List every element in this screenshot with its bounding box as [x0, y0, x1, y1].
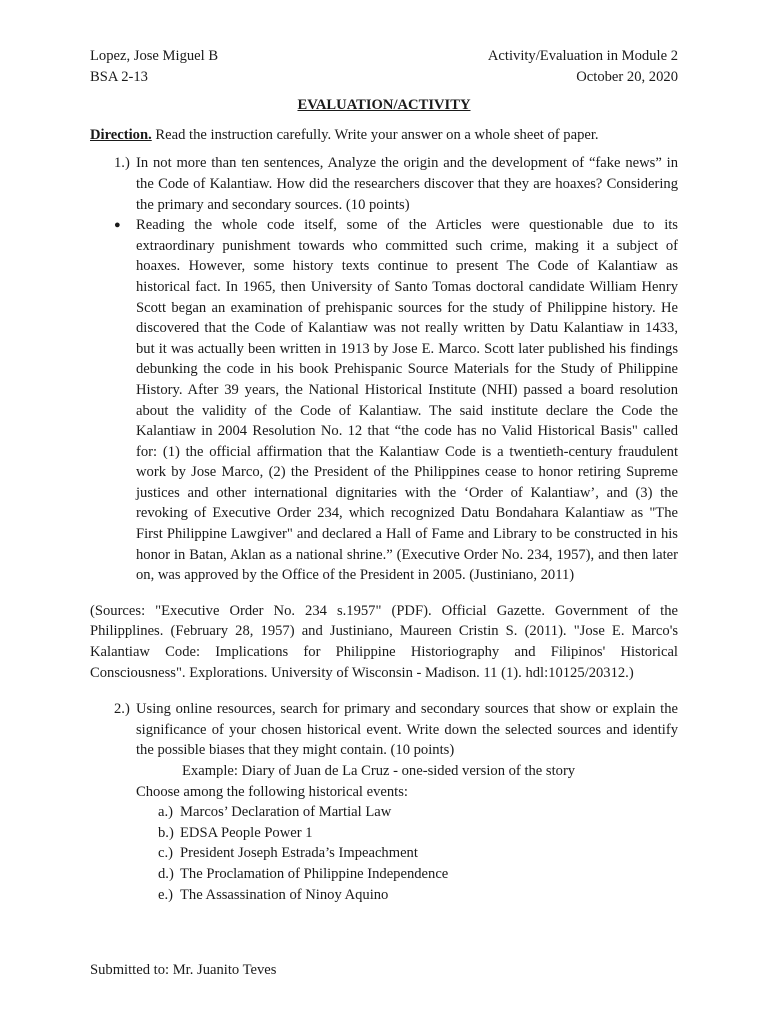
question-2-text: Using online resources, search for primary and secondary sources that show or explain the significance of your chosen historical event. Write down the selected sources and identify the possible biases that they might contain. (10 points): [136, 701, 678, 759]
answer-1: [114, 215, 678, 586]
document-title: EVALUATION/ACTIVITY: [297, 97, 471, 114]
question-2: [114, 699, 678, 761]
question-1-text: In not more than ten sentences, Analyze the origin and the development of “fake news” in the Code of Kalantiaw. How did the researchers discover that they are hoaxes? Considering the primary and secondary sources. (10 points): [136, 155, 678, 213]
question-1: [114, 153, 678, 215]
document-date: October 20, 2020: [576, 68, 678, 85]
question-2-choose: Choose among the following historical events:: [136, 783, 408, 800]
list-item: [158, 802, 678, 823]
question-2-example: Example: Diary of Juan de La Cruz - one-sided version of the story: [182, 763, 576, 779]
event-options-list: [90, 802, 678, 905]
direction-label: Direction.: [90, 126, 152, 143]
option-text: The Assassination of Ninoy Aquino: [180, 886, 389, 903]
option-letter: a.): [158, 804, 173, 821]
option-text: Marcos’ Declaration of Martial Law: [180, 804, 392, 821]
option-letter: e.): [158, 886, 173, 903]
document-page: [90, 46, 678, 905]
option-text: The Proclamation of Philippine Independence: [180, 865, 449, 882]
header-row-1: [90, 46, 678, 67]
option-letter: c.): [158, 845, 173, 862]
bullet-icon: ●: [114, 219, 121, 232]
student-section: BSA 2-13: [90, 68, 148, 85]
sources-paragraph: (Sources: "Executive Order No. 234 s.1957" (PDF). Official Gazette. Government of the Philipplines. (February 28, 1957) and Justiniano, Maureen Cristin S. (2011). "Jose E. Marco's Kalantiaw Code: Implications for Philippine Historiography and Filipinos' Historical Consciousness". Explorations. University of Wisconsin - Madison. 11 (1). hdl:10125/20312.): [90, 602, 678, 681]
option-letter: b.): [158, 824, 174, 841]
option-text: EDSA People Power 1: [180, 824, 313, 841]
question-2-number: 2.): [114, 701, 130, 718]
option-letter: d.): [158, 865, 174, 882]
option-text: President Joseph Estrada’s Impeachment: [180, 845, 418, 862]
list-item: [158, 823, 678, 844]
list-item: [158, 864, 678, 885]
question-1-number: 1.): [114, 155, 130, 172]
direction-text: Read the instruction carefully. Write your answer on a whole sheet of paper.: [151, 126, 599, 143]
list-item: [158, 843, 678, 864]
direction-paragraph: [90, 125, 678, 146]
header-row-2: [90, 67, 678, 88]
list-item: [158, 885, 678, 906]
activity-name: Activity/Evaluation in Module 2: [487, 48, 678, 64]
submitted-to: Submitted to: Mr. Juanito Teves: [90, 962, 277, 978]
student-name: Lopez, Jose Miguel B: [90, 48, 219, 64]
answer-1-text: Reading the whole code itself, some of the Articles were questionable due to its extraordinary punishment towards who committed such crime, making it a subject of hoaxes. However, some history texts continue to present The Code of Kalantiaw as historical fact. In 1965, then University of Santo Tomas doctoral candidate William Henry Scott began an examination of prehispanic sources for the study of Philippine history. He discovered that the Code of Kalantiaw was not really written by Datu Kalantiaw in 1433, but it was actually been written in 1913 by Jose E. Marco. Scott later published his findings debunking the code in his book Prehispanic Source Materials for the Study of Philippine History. After 39 years, the National Historical Institute (NHI) passed a board resolution about the validity of the Code of Kalantiaw. The said institute declare the Code the Kalantiaw in 2004 Resolution No. 12 that “the code has no Valid Historical Basis" called for: (1) the official affirmation that the Kalantiaw Code is a twentieth-century fraudulent work by Jose Marco, (2) the President of the Philippines cease to honor retiring Supreme justices and other international dignitaries with the ‘Order of Kalantiaw’, and (3) the revoking of Executive Order 234, which recognized Datu Bondahara Kalantiaw as "The First Philippine Lawgiver" and declared a Hall of Fame and Library to be constructed in his honor in Batan, Aklan as a national shrine.” (Executive Order No. 234, 1957), and then later on, was approved by the Office of the President in 2005. (Justiniano, 2011): [136, 217, 678, 584]
